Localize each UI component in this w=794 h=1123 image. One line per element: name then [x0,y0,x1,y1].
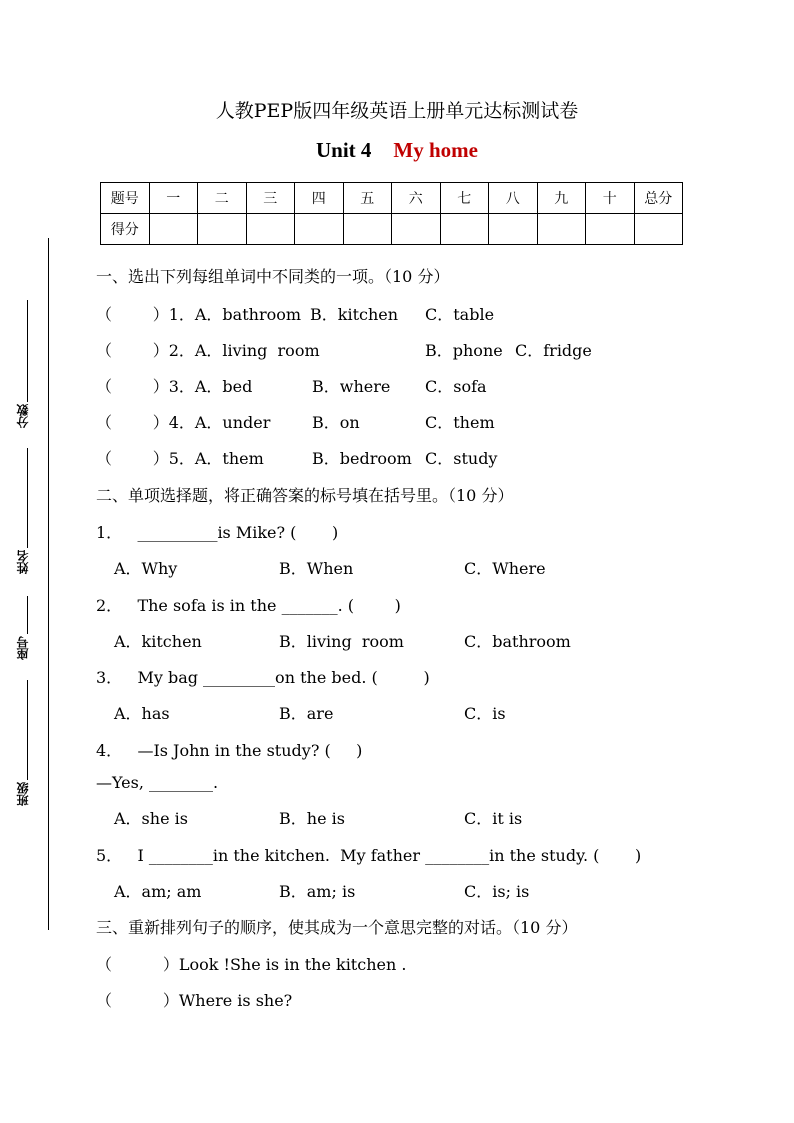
s2-q2-a: A．kitchen [114,632,202,651]
score-input-cell[interactable] [586,214,635,245]
score-input-cell[interactable] [149,214,198,245]
s2-q2: 2． The sofa is in the _______. ( ) [96,596,401,615]
side-label-class: 班级 [16,782,30,806]
s2-q1-b: B．When [279,559,354,578]
table-cell: 得分 [101,214,150,245]
section2-heading: 二、单项选择题，将正确答案的标号填在括号里。（10 分） [96,486,514,505]
s1-item-5-c: C．study [425,449,498,468]
s2-q5: 5． I ________in the kitchen. My father ________in the study. ( ) [96,846,642,865]
s1-item-2-b: B．phone [425,341,503,360]
unit-heading [0,138,794,163]
section3-heading: 三、重新排列句子的顺序，使其成为一个意思完整的对话。（10 分） [96,918,578,937]
s2-q3: 3． My bag _________on the bed. ( ) [96,668,430,687]
side-label-seat: 座号 [16,636,30,660]
s1-item-2-c: C．fridge [515,341,592,360]
side-label-score: 分数 [16,404,30,428]
s2-q5-a: A．am; am [114,882,202,901]
s1-item-2: （ ）2．A．living room [96,341,320,360]
s1-item-3-b: B．where [312,377,391,396]
name-blank[interactable] [27,448,28,548]
section1-heading: 一、选出下列每组单词中不同类的一项。（10 分） [96,267,450,286]
seat-blank[interactable] [27,596,28,634]
score-input-cell[interactable] [537,214,586,245]
s1-item-5: （ ）5．A．them [96,449,264,468]
score-blank[interactable] [27,300,28,402]
s1-item-4: （ ）4．A．under [96,413,271,432]
table-cell: 四 [295,183,344,214]
s2-q4-answer: —Yes, ________. [96,773,219,792]
s2-q2-b: B．living room [279,632,404,651]
s1-item-1-b: B．kitchen [310,305,399,324]
unit-number: Unit 4 [315,138,372,162]
table-cell: 五 [343,183,392,214]
score-table [100,182,683,245]
score-input-cell[interactable] [392,214,441,245]
score-input-cell[interactable] [198,214,247,245]
s3-line-1: （ ）Look !She is in the kitchen . [96,955,407,974]
s1-item-3-c: C．sofa [425,377,487,396]
s2-q4-c: C．it is [464,809,523,828]
table-cell: 一 [149,183,198,214]
score-input-cell[interactable] [440,214,489,245]
s2-q2-c: C．bathroom [464,632,571,651]
table-cell: 七 [440,183,489,214]
s1-item-1: （ ）1．A．bathroom [96,305,302,324]
s2-q1-a: A．Why [114,559,178,578]
table-cell: 十 [586,183,635,214]
side-label-name: 姓名 [16,550,30,574]
s2-q4: 4． —Is John in the study? ( ) [96,741,363,760]
s2-q5-b: B．am; is [279,882,356,901]
unit-title: My home [393,138,478,162]
s2-q1-c: C．Where [464,559,546,578]
s2-q1: 1． __________is Mike? ( ) [96,523,339,542]
s2-q4-a: A．she is [114,809,188,828]
s2-q3-c: C．is [464,704,506,723]
s1-item-4-c: C．them [425,413,495,432]
score-input-cell[interactable] [634,214,683,245]
s2-q3-b: B．are [279,704,334,723]
s1-item-3: （ ）3．A．bed [96,377,253,396]
s2-q4-b: B．he is [279,809,345,828]
table-cell: 二 [198,183,247,214]
s2-q3-a: A．has [114,704,170,723]
table-cell: 三 [246,183,295,214]
s1-item-5-b: B．bedroom [312,449,412,468]
page-title: 人教PEP版四年级英语上册单元达标测试卷 [215,100,579,122]
s2-q5-c: C．is; is [464,882,530,901]
class-blank[interactable] [27,680,28,780]
table-cell: 总分 [634,183,683,214]
score-table-header-row [101,183,683,214]
table-cell: 题号 [101,183,150,214]
table-cell: 八 [489,183,538,214]
s3-line-2: （ ）Where is she? [96,991,293,1010]
score-input-cell[interactable] [295,214,344,245]
score-table-score-row [101,214,683,245]
score-input-cell[interactable] [343,214,392,245]
table-cell: 六 [392,183,441,214]
s1-item-1-c: C．table [425,305,495,324]
s1-item-4-b: B．on [312,413,360,432]
score-input-cell[interactable] [489,214,538,245]
binding-line [48,238,49,930]
score-input-cell[interactable] [246,214,295,245]
table-cell: 九 [537,183,586,214]
